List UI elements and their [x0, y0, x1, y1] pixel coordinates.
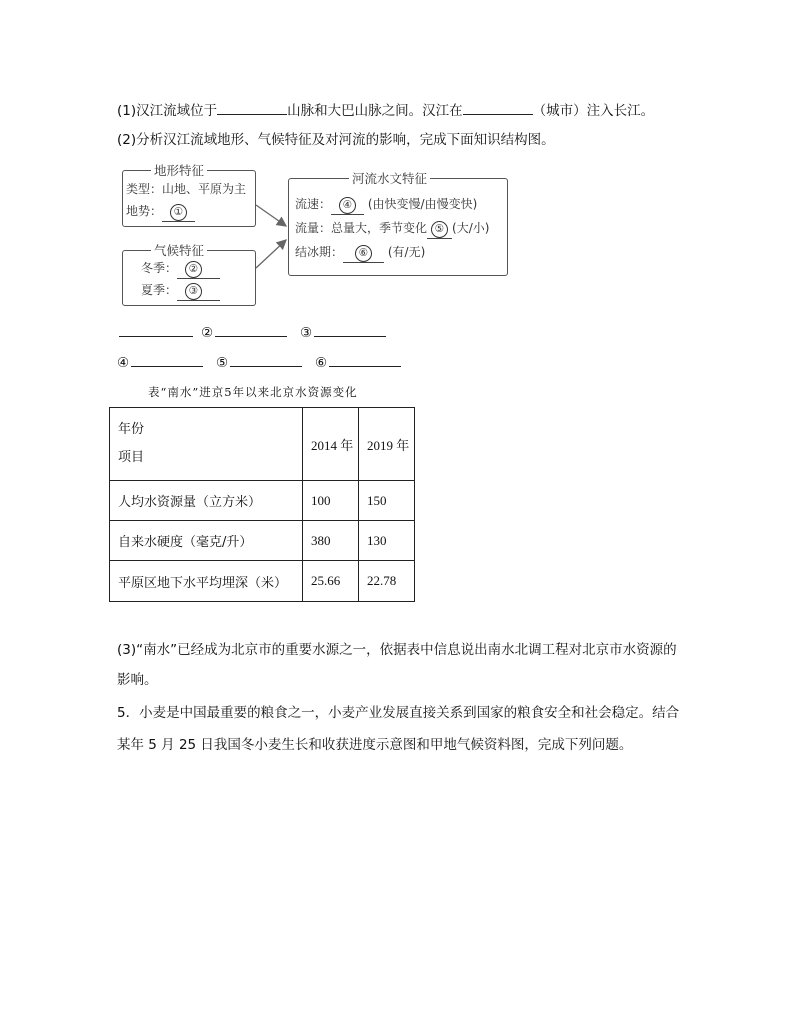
table-header-corner [110, 408, 303, 481]
row-value-2019: 22.78 [359, 561, 415, 602]
terrain-box [122, 163, 256, 227]
row-value-2019: 150 [359, 481, 415, 521]
terrain-slope-label: 地势： [126, 204, 163, 218]
arrow-climate-to-hydro [256, 240, 286, 268]
answer-6-num: ⑥ [315, 355, 328, 371]
hydro-ice-label: 结冰期： [295, 245, 344, 259]
climate-winter-blank [177, 261, 220, 279]
table-row [110, 481, 415, 521]
question-3-line-1: (3)“南水”已经成为北京市的重要水源之一，依据表中信息说出南水北调工程对北京市水资源的 [117, 642, 677, 658]
question-2: (2)分析汉江流域地形、气候特征及对河流的影响，完成下面知识结构图。 [117, 132, 555, 148]
row-item: 人均水资源量（立方米） [110, 481, 303, 521]
climate-winter-label: 冬季： [141, 261, 178, 275]
header-2019: 2019 年 [359, 408, 415, 481]
row-value-2014: 25.66 [303, 561, 359, 602]
row-value-2014: 380 [303, 521, 359, 561]
header-year: 年份 [118, 422, 145, 437]
hydro-flow-blank [427, 221, 452, 239]
table-row [110, 521, 415, 561]
question-3-line-2: 影响。 [117, 672, 158, 688]
hydro-box [288, 171, 508, 276]
climate-box [122, 243, 256, 306]
question-1 [117, 100, 654, 121]
q1-prefix: (1)汉江流域位于 [117, 103, 218, 119]
climate-summer-label: 夏季： [141, 283, 178, 297]
table-row [110, 561, 415, 602]
hydro-speed-label: 流速： [295, 197, 332, 211]
terrain-type: 类型：山地、平原为主 [126, 182, 247, 196]
answer-2-num: ② [201, 325, 214, 341]
row-value-2019: 130 [359, 521, 415, 561]
question-5-line-2: 某年 5 月 25 日我国冬小麦生长和收获进度示意图和甲地气候资料图，完成下列问题。 [117, 737, 633, 753]
hydro-title: 河流水文特征 [349, 169, 430, 187]
terrain-slope [126, 202, 195, 222]
q1-mid: 山脉和大巴山脉之间。汉江在 [287, 103, 463, 119]
circle-4: ④ [339, 197, 356, 214]
hydro-speed-blank [331, 197, 364, 215]
q1-blank-city[interactable] [463, 100, 533, 115]
climate-winter [141, 259, 220, 279]
answer-row-1 [117, 324, 417, 344]
answer-3-num: ③ [300, 325, 313, 341]
answer-5[interactable] [216, 354, 302, 371]
q1-suffix: （城市）注入长江。 [532, 103, 655, 119]
climate-summer-blank [177, 283, 220, 301]
hydro-ice-hint: (有/无) [387, 245, 426, 259]
answer-blank-1[interactable] [117, 324, 193, 341]
hydro-ice [295, 243, 425, 263]
q1-blank-mountain[interactable] [217, 100, 287, 115]
hydro-flow-hint: (大/小) [452, 221, 490, 235]
answer-2[interactable] [201, 324, 287, 341]
hydro-speed [295, 195, 477, 215]
answer-4[interactable] [117, 354, 203, 371]
circle-5: ⑤ [431, 221, 448, 238]
question-5-line-1: 5．小麦是中国最重要的粮食之一，小麦产业发展直接关系到国家的粮食安全和社会稳定。结合 [117, 705, 680, 721]
hydro-speed-hint: (由快变慢/由慢变快) [367, 197, 478, 211]
terrain-title: 地形特征 [151, 161, 207, 179]
hydro-flow [295, 219, 489, 239]
circle-2: ② [185, 261, 202, 278]
climate-summer [141, 281, 220, 301]
arrow-terrain-to-hydro [256, 205, 286, 226]
header-2014: 2014 年 [303, 408, 359, 481]
answer-row-2 [117, 354, 417, 374]
circle-1: ① [170, 204, 187, 221]
row-item: 自来水硬度（毫克/升） [110, 521, 303, 561]
row-item: 平原区地下水平均埋深（米） [110, 561, 303, 602]
answer-4-num: ④ [117, 355, 130, 371]
header-item: 项目 [118, 450, 145, 465]
water-resources-table [109, 407, 415, 602]
table-header-row [110, 408, 415, 481]
answer-6[interactable] [315, 354, 401, 371]
answer-3[interactable] [300, 324, 386, 341]
climate-title: 气候特征 [151, 241, 207, 259]
terrain-slope-blank [162, 204, 195, 222]
hydro-ice-blank [343, 245, 384, 263]
knowledge-structure-diagram [118, 160, 518, 310]
row-value-2014: 100 [303, 481, 359, 521]
circle-3: ③ [185, 283, 202, 300]
answer-5-num: ⑤ [216, 355, 229, 371]
table-caption: 表“南水”进京5年以来北京水资源变化 [148, 385, 358, 399]
hydro-flow-label: 流量：总量大，季节变化 [295, 221, 428, 235]
circle-6: ⑥ [355, 245, 372, 262]
